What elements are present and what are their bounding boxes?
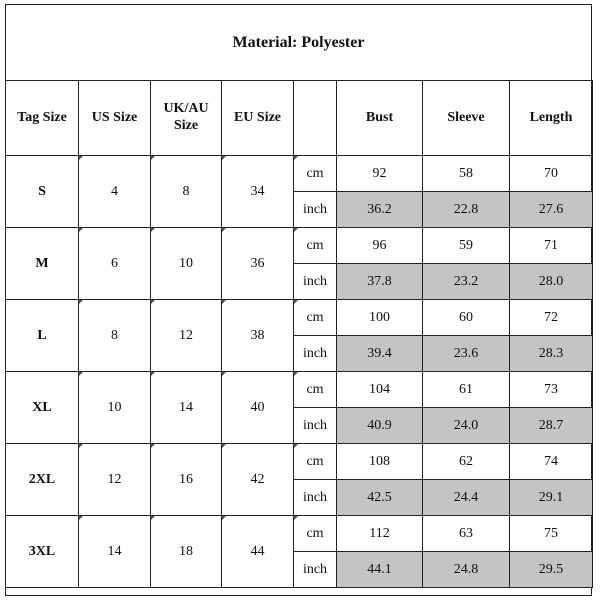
header-uk-au-size: UK/AU Size (151, 81, 222, 156)
inch-bust-value: 36.2 (337, 192, 423, 228)
uk-au-size-cell: 8 (151, 156, 222, 228)
cm-bust-value: 104 (337, 372, 423, 408)
tag-size-cell: M (6, 228, 79, 300)
header-length: Length (510, 81, 593, 156)
cm-bust-value: 112 (337, 516, 423, 552)
us-size-cell: 4 (79, 156, 151, 228)
inch-sleeve-value: 24.0 (423, 408, 510, 444)
unit-cm-label: cm (294, 228, 337, 264)
cm-bust-value: 96 (337, 228, 423, 264)
unit-cm-label: cm (294, 444, 337, 480)
us-size-cell: 10 (79, 372, 151, 444)
inch-bust-value: 37.8 (337, 264, 423, 300)
cm-length-value: 72 (510, 300, 593, 336)
tag-size-cell: 3XL (6, 516, 79, 588)
cm-sleeve-value: 61 (423, 372, 510, 408)
inch-sleeve-value: 24.8 (423, 552, 510, 588)
uk-au-size-cell: 10 (151, 228, 222, 300)
unit-inch-label: inch (294, 408, 337, 444)
header-sleeve: Sleeve (423, 81, 510, 156)
unit-cm-label: cm (294, 516, 337, 552)
uk-au-size-cell: 12 (151, 300, 222, 372)
us-size-cell: 6 (79, 228, 151, 300)
unit-inch-label: inch (294, 264, 337, 300)
size-row-cm (6, 300, 593, 336)
cm-bust-value: 100 (337, 300, 423, 336)
inch-length-value: 28.7 (510, 408, 593, 444)
unit-inch-label: inch (294, 480, 337, 516)
cm-length-value: 74 (510, 444, 593, 480)
inch-length-value: 29.5 (510, 552, 593, 588)
tag-size-cell: S (6, 156, 79, 228)
header-row (6, 81, 593, 156)
cm-sleeve-value: 63 (423, 516, 510, 552)
uk-au-size-cell: 14 (151, 372, 222, 444)
header-us-size: US Size (79, 81, 151, 156)
inch-length-value: 28.0 (510, 264, 593, 300)
uk-au-size-cell: 16 (151, 444, 222, 516)
unit-inch-label: inch (294, 336, 337, 372)
size-row-cm (6, 156, 593, 192)
unit-cm-label: cm (294, 156, 337, 192)
size-row-cm (6, 516, 593, 552)
inch-sleeve-value: 22.8 (423, 192, 510, 228)
cm-sleeve-value: 62 (423, 444, 510, 480)
cm-bust-value: 92 (337, 156, 423, 192)
inch-sleeve-value: 23.6 (423, 336, 510, 372)
inch-length-value: 28.3 (510, 336, 593, 372)
size-row-cm (6, 228, 593, 264)
size-row-cm (6, 444, 593, 480)
inch-sleeve-value: 23.2 (423, 264, 510, 300)
eu-size-cell: 36 (222, 228, 294, 300)
tag-size-cell: 2XL (6, 444, 79, 516)
eu-size-cell: 40 (222, 372, 294, 444)
tag-size-cell: XL (6, 372, 79, 444)
cm-length-value: 70 (510, 156, 593, 192)
tag-size-cell: L (6, 300, 79, 372)
eu-size-cell: 38 (222, 300, 294, 372)
inch-bust-value: 39.4 (337, 336, 423, 372)
size-row-cm (6, 372, 593, 408)
size-table-body (6, 156, 593, 588)
eu-size-cell: 44 (222, 516, 294, 588)
inch-bust-value: 40.9 (337, 408, 423, 444)
unit-cm-label: cm (294, 300, 337, 336)
cm-sleeve-value: 59 (423, 228, 510, 264)
unit-inch-label: inch (294, 192, 337, 228)
cm-sleeve-value: 60 (423, 300, 510, 336)
us-size-cell: 12 (79, 444, 151, 516)
eu-size-cell: 42 (222, 444, 294, 516)
inch-sleeve-value: 24.4 (423, 480, 510, 516)
header-eu-size: EU Size (222, 81, 294, 156)
header-bust: Bust (337, 81, 423, 156)
us-size-cell: 14 (79, 516, 151, 588)
inch-bust-value: 42.5 (337, 480, 423, 516)
unit-inch-label: inch (294, 552, 337, 588)
inch-bust-value: 44.1 (337, 552, 423, 588)
cm-sleeve-value: 58 (423, 156, 510, 192)
header-unit (294, 81, 337, 156)
eu-size-cell: 34 (222, 156, 294, 228)
unit-cm-label: cm (294, 372, 337, 408)
header-tag-size: Tag Size (6, 81, 79, 156)
inch-length-value: 27.6 (510, 192, 593, 228)
cm-length-value: 75 (510, 516, 593, 552)
material-title: Material: Polyester (5, 4, 592, 80)
us-size-cell: 8 (79, 300, 151, 372)
uk-au-size-cell: 18 (151, 516, 222, 588)
size-chart-table (5, 80, 593, 588)
cm-length-value: 71 (510, 228, 593, 264)
cm-length-value: 73 (510, 372, 593, 408)
inch-length-value: 29.1 (510, 480, 593, 516)
cm-bust-value: 108 (337, 444, 423, 480)
